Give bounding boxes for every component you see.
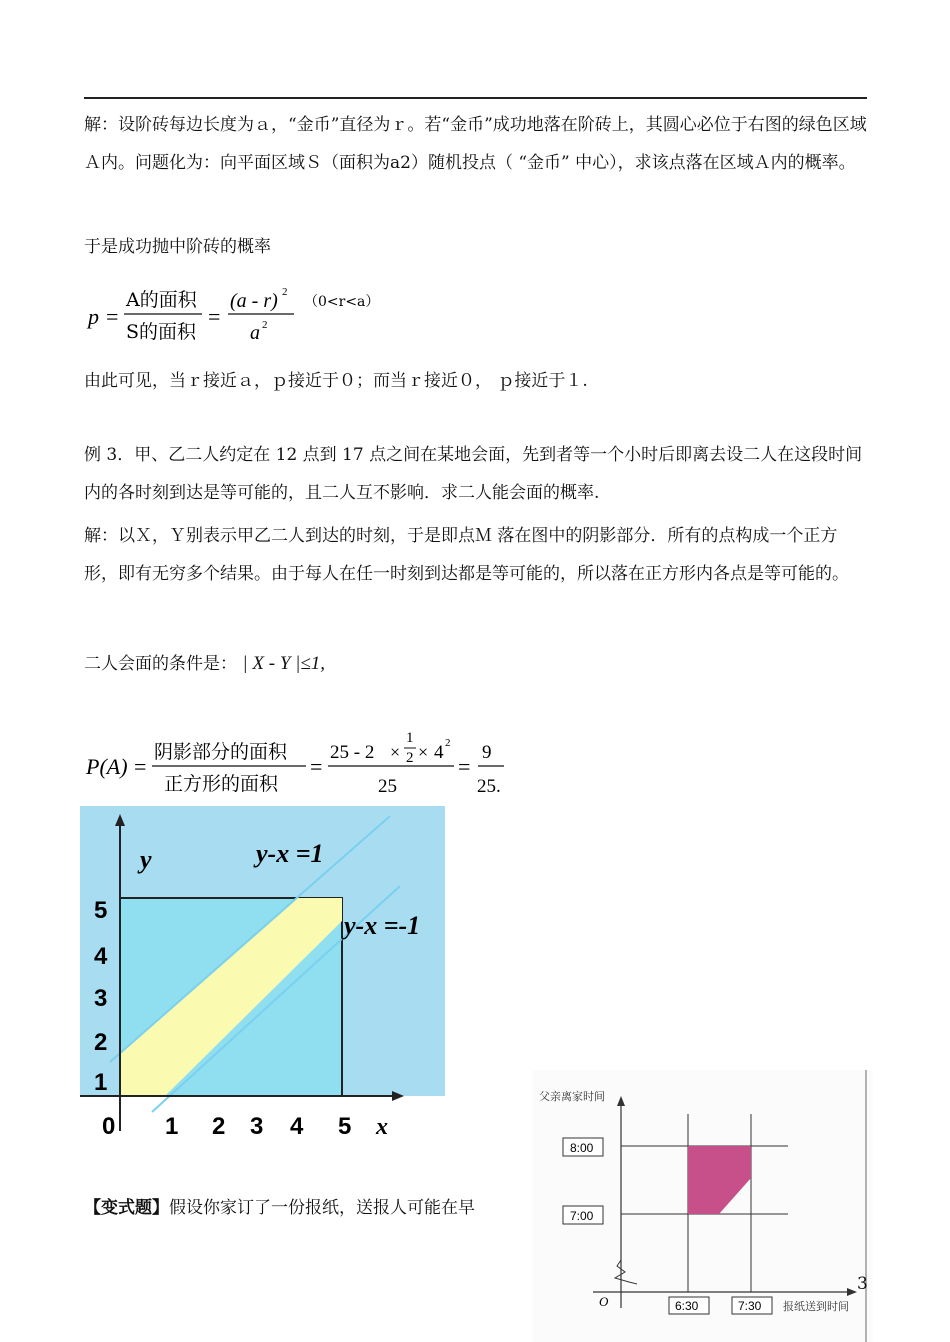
label-8-00: 8:00	[570, 1141, 594, 1155]
x-axis-label: x	[376, 1114, 388, 1140]
formula-condition: （0<r<a）	[304, 294, 380, 310]
line2-label: y-x =-1	[344, 911, 421, 940]
example-3-solution: 解：以Ｘ，Ｙ别表示甲乙二人到达的时刻，于是即点Ｍ 落在图中的阴影部分．所有的点构成一个正方形，即有无穷多个结果。由于每人在任一时刻到达都是等可能的，所以落在正方形内各点是等可能的。	[84, 526, 849, 584]
header-rule	[84, 97, 867, 99]
y-tick-1: 1	[94, 1069, 108, 1096]
formula2-four: 4	[434, 742, 444, 763]
formula-eq-2: =	[208, 304, 221, 329]
rhs-denominator: a	[250, 322, 260, 344]
formula-p: p	[88, 304, 99, 329]
x-tick-3: 3	[250, 1113, 264, 1140]
label-6-30: 6:30	[675, 1299, 699, 1313]
formula-denominator: S的面积	[126, 321, 197, 343]
x-tick-1: 1	[165, 1113, 179, 1140]
label-7-30: 7:30	[738, 1299, 762, 1313]
formula2-half-num: 1	[406, 730, 414, 746]
variant-text: 假设你家订了一份报纸，送报人可能在早	[169, 1198, 475, 1218]
meeting-condition-math: | X - Y |≤1,	[242, 653, 326, 674]
times-glyph: ×	[390, 742, 401, 762]
formula-numerator: A的面积	[126, 289, 197, 311]
meeting-condition-text: 二人会面的条件是：	[84, 654, 237, 674]
solution-paragraph-2: 于是成功抛中阶砖的概率	[84, 237, 271, 257]
line1-label: y-x =1	[256, 839, 324, 868]
probability-formula	[86, 280, 486, 350]
formula2-result-den: 25.	[477, 776, 501, 797]
y-tick-2: 2	[94, 1029, 108, 1056]
example-3-paragraph: 例 3．甲、乙二人约定在 12 点到 17 点之间在某地会面，先到者等一个小时后即离去设二人在这段时间内的各时刻到达是等可能的，且二人互不影响．求二人能会面的概率.	[84, 445, 863, 503]
formula2-eq2: =	[310, 754, 323, 779]
x-tick-4: 4	[290, 1113, 304, 1140]
x-tick-2: 2	[212, 1113, 226, 1140]
y-tick-3: 3	[94, 985, 108, 1012]
page-number: 3	[857, 1274, 868, 1294]
meeting-condition	[84, 645, 867, 683]
rhs-numerator: (a - r)	[230, 290, 278, 312]
formula2-eq1: =	[134, 754, 147, 779]
scan-origin: O	[599, 1294, 609, 1309]
formula2-eq3: =	[458, 754, 471, 779]
formula2-half-den: 2	[406, 750, 414, 766]
rhs-denominator-exponent: 2	[262, 319, 268, 331]
solution-paragraph-1: 解：设阶砖每边长度为ａ，“金币”直径为ｒ。若“金币”成功地落在阶砖上，其圆心必位于右图的绿色区域Ａ内。问题化为：向平面区域Ｓ（面积为a2）随机投点（ “金币” 中心），求该点落在区域Ａ内的概率。	[84, 115, 867, 173]
formula2-den: 25	[378, 776, 397, 797]
formula2-num-a: 25 - 2	[330, 742, 375, 763]
variant-label: 【变式题】	[84, 1198, 169, 1218]
label-7-00: 7:00	[570, 1209, 594, 1223]
formula-eq: =	[106, 304, 119, 329]
newspaper-timing-graph	[533, 1070, 873, 1342]
y-tick-4: 4	[94, 943, 108, 970]
formula2-four-exp: 2	[445, 737, 451, 749]
formula2-area-denominator: 正方形的面积	[164, 773, 279, 795]
father-leave-time-label: 父亲离家时间	[539, 1090, 605, 1103]
meeting-probability-formula	[84, 718, 524, 804]
y-axis-label: y	[140, 845, 152, 874]
formula2-result-num: 9	[482, 742, 492, 763]
times-glyph-2: ×	[418, 742, 429, 762]
x-tick-0: 0	[102, 1113, 116, 1140]
formula2-area-numerator: 阴影部分的面积	[154, 741, 288, 763]
meeting-region-graph	[80, 806, 445, 1151]
formula2-lhs: P(A)	[86, 754, 128, 779]
x-tick-5: 5	[338, 1113, 352, 1140]
rhs-numerator-exponent: 2	[282, 286, 288, 298]
variant-problem	[84, 1192, 524, 1224]
newspaper-arrival-label: 报纸送到时间	[783, 1300, 849, 1313]
y-tick-5: 5	[94, 897, 108, 924]
conclusion-paragraph: 由此可见，当ｒ接近ａ，ｐ接近于０；而当ｒ接近０， ｐ接近于１.	[84, 371, 588, 391]
